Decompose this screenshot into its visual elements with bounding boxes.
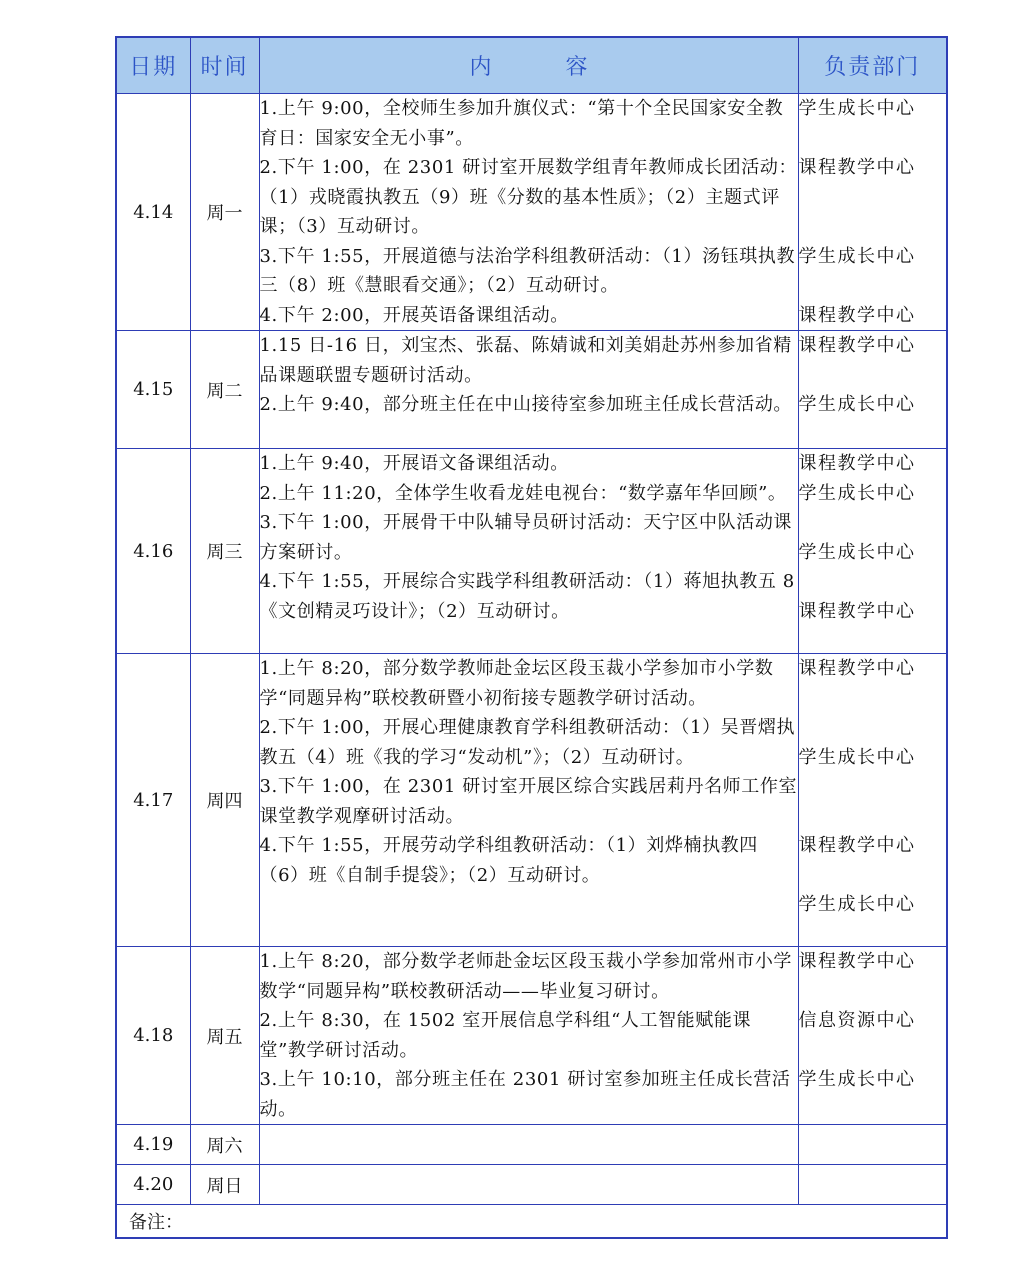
header-date: 日期 [116, 37, 190, 94]
weekday-cell: 周三 [190, 449, 259, 654]
header-content-b: 容 [565, 55, 588, 80]
dept-label: 学生成长中心 [798, 394, 916, 415]
dept-spacer [799, 684, 947, 714]
schedule-body [116, 94, 947, 1239]
dept-label: 课程教学中心 [798, 335, 916, 356]
dept-spacer [799, 802, 947, 832]
dept-label: 学生成长中心 [798, 746, 916, 768]
dept-spacer [799, 361, 947, 391]
weekday-cell: 周五 [190, 947, 259, 1125]
dept-spacer [799, 271, 947, 301]
dept-cell [798, 1125, 947, 1165]
weekday-cell: 周二 [190, 331, 259, 449]
table-row [116, 1125, 947, 1165]
activity-item: 3.下午 1:00，在 2301 研讨室开展区综合实践居莉丹名师工作室课堂教学观摩研讨活动。 [259, 776, 798, 827]
schedule-table [115, 36, 948, 1239]
header-content [259, 37, 798, 94]
weekday-cell: 周四 [190, 654, 259, 947]
dept-label: 课程教学中心 [798, 951, 916, 972]
date-cell: 4.19 [116, 1125, 190, 1165]
dept-spacer [799, 861, 947, 891]
date-cell: 4.14 [116, 94, 190, 331]
date-cell: 4.18 [116, 947, 190, 1125]
dept-label: 课程教学中心 [798, 600, 916, 622]
dept-cell [798, 654, 947, 947]
activity-item: 2.下午 1:00，在 2301 研讨室开展数学组青年教师成长团活动：（1）戎晓霞执教五（9）班《分数的基本性质》；（2）主题式评课；（3）互动研讨。 [259, 157, 798, 237]
dept-label: 课程教学中心 [798, 157, 916, 178]
table-row [116, 94, 947, 331]
dept-cell [798, 331, 947, 449]
dept-cell [798, 94, 947, 331]
weekday-cell: 周一 [190, 94, 259, 331]
dept-label: 课程教学中心 [798, 658, 916, 679]
header-time: 时间 [190, 37, 259, 94]
date-cell: 4.15 [116, 331, 190, 449]
dept-spacer [799, 508, 947, 538]
content-cell [259, 1165, 798, 1205]
dept-spacer [799, 212, 947, 242]
dept-label: 学生成长中心 [798, 1069, 916, 1090]
weekday-cell: 周日 [190, 1165, 259, 1205]
table-row [116, 331, 947, 449]
activity-item: 2.下午 1:00，开展心理健康教育学科组教研活动：（1）吴晋熠执教五（4）班《我的学习“发动机”》；（2）互动研讨。 [259, 717, 796, 768]
dept-label: 课程教学中心 [798, 304, 916, 326]
activity-item: 3.下午 1:55，开展道德与法治学科组教研活动：（1）汤钰琪执教三（8）班《慧眼看交通》；（2）互动研讨。 [259, 245, 796, 296]
dept-cell [798, 1165, 947, 1205]
header-dept: 负责部门 [798, 37, 947, 94]
content-cell [259, 94, 798, 331]
dept-cell [798, 947, 947, 1125]
content-cell [259, 331, 798, 449]
activity-item: 4.下午 1:55，开展劳动学科组教研活动：（1）刘烨楠执教四（6）班《自制手提袋》；（2）互动研讨。 [259, 835, 758, 886]
activity-item: 1.上午 8:20，部分数学教师赴金坛区段玉裁小学参加市小学数学“同题异构”联校教研暨小初衔接专题教学研讨活动。 [259, 658, 774, 709]
dept-label: 学生成长中心 [798, 98, 916, 119]
dept-cell [798, 449, 947, 654]
dept-spacer [799, 567, 947, 597]
table-row [116, 947, 947, 1125]
dept-spacer [799, 1036, 947, 1066]
date-cell: 4.20 [116, 1165, 190, 1205]
date-cell: 4.16 [116, 449, 190, 654]
activity-item: 1.上午 8:20，部分数学老师赴金坛区段玉裁小学参加常州市小学数学“同题异构”联校教研活动——毕业复习研讨。 [259, 951, 793, 1002]
table-row [116, 449, 947, 654]
dept-spacer [799, 124, 947, 154]
weekday-cell: 周六 [190, 1125, 259, 1165]
header-content-a: 内 [469, 55, 492, 80]
date-cell: 4.17 [116, 654, 190, 947]
content-cell [259, 1125, 798, 1165]
dept-label: 学生成长中心 [798, 245, 916, 267]
dept-label: 学生成长中心 [798, 482, 916, 504]
content-cell [259, 654, 798, 947]
dept-label: 课程教学中心 [798, 453, 916, 474]
table-row [116, 654, 947, 947]
activity-item: 1.15 日-16 日，刘宝杰、张磊、陈婧诚和刘美娟赴苏州参加省精品课题联盟专题研讨活动。 [259, 335, 792, 386]
activity-item: 3.上午 10:10，部分班主任在 2301 研讨室参加班主任成长营活动。 [259, 1069, 791, 1120]
dept-spacer [799, 977, 947, 1007]
content-cell [259, 449, 798, 654]
table-row [116, 1165, 947, 1205]
table-header-row [116, 37, 947, 94]
activity-item: 2.上午 9:40，部分班主任在中山接待室参加班主任成长营活动。 [259, 394, 793, 415]
activity-item: 4.下午 1:55，开展综合实践学科组教研活动：（1）蒋旭执教五 8《文创精灵巧设计》；（2）互动研讨。 [259, 571, 795, 622]
activity-item: 1.上午 9:40，开展语文备课组活动。 [259, 453, 569, 474]
dept-label: 课程教学中心 [798, 835, 916, 856]
dept-spacer [799, 183, 947, 213]
activity-item: 4.下午 2:00，开展英语备课组活动。 [259, 304, 569, 326]
activity-item: 3.下午 1:00，开展骨干中队辅导员研讨活动：天宁区中队活动课方案研讨。 [259, 512, 793, 563]
activity-item: 2.上午 8:30，在 1502 室开展信息学科组“人工智能赋能课堂”教学研讨活动。 [259, 1010, 752, 1061]
note-row [116, 1205, 947, 1239]
dept-label: 学生成长中心 [798, 541, 916, 563]
activity-item: 2.上午 11:20，全体学生收看龙娃电视台：“数学嘉年华回顾”。 [259, 482, 787, 504]
activity-item: 1.上午 9:00，全校师生参加升旗仪式：“第十个全民国家安全教育日：国家安全无小事”。 [259, 98, 784, 149]
dept-label: 学生成长中心 [798, 894, 916, 915]
content-cell [259, 947, 798, 1125]
dept-label: 信息资源中心 [798, 1010, 916, 1031]
note-label: 备注： [116, 1205, 947, 1239]
dept-spacer [799, 713, 947, 743]
dept-spacer [799, 772, 947, 802]
